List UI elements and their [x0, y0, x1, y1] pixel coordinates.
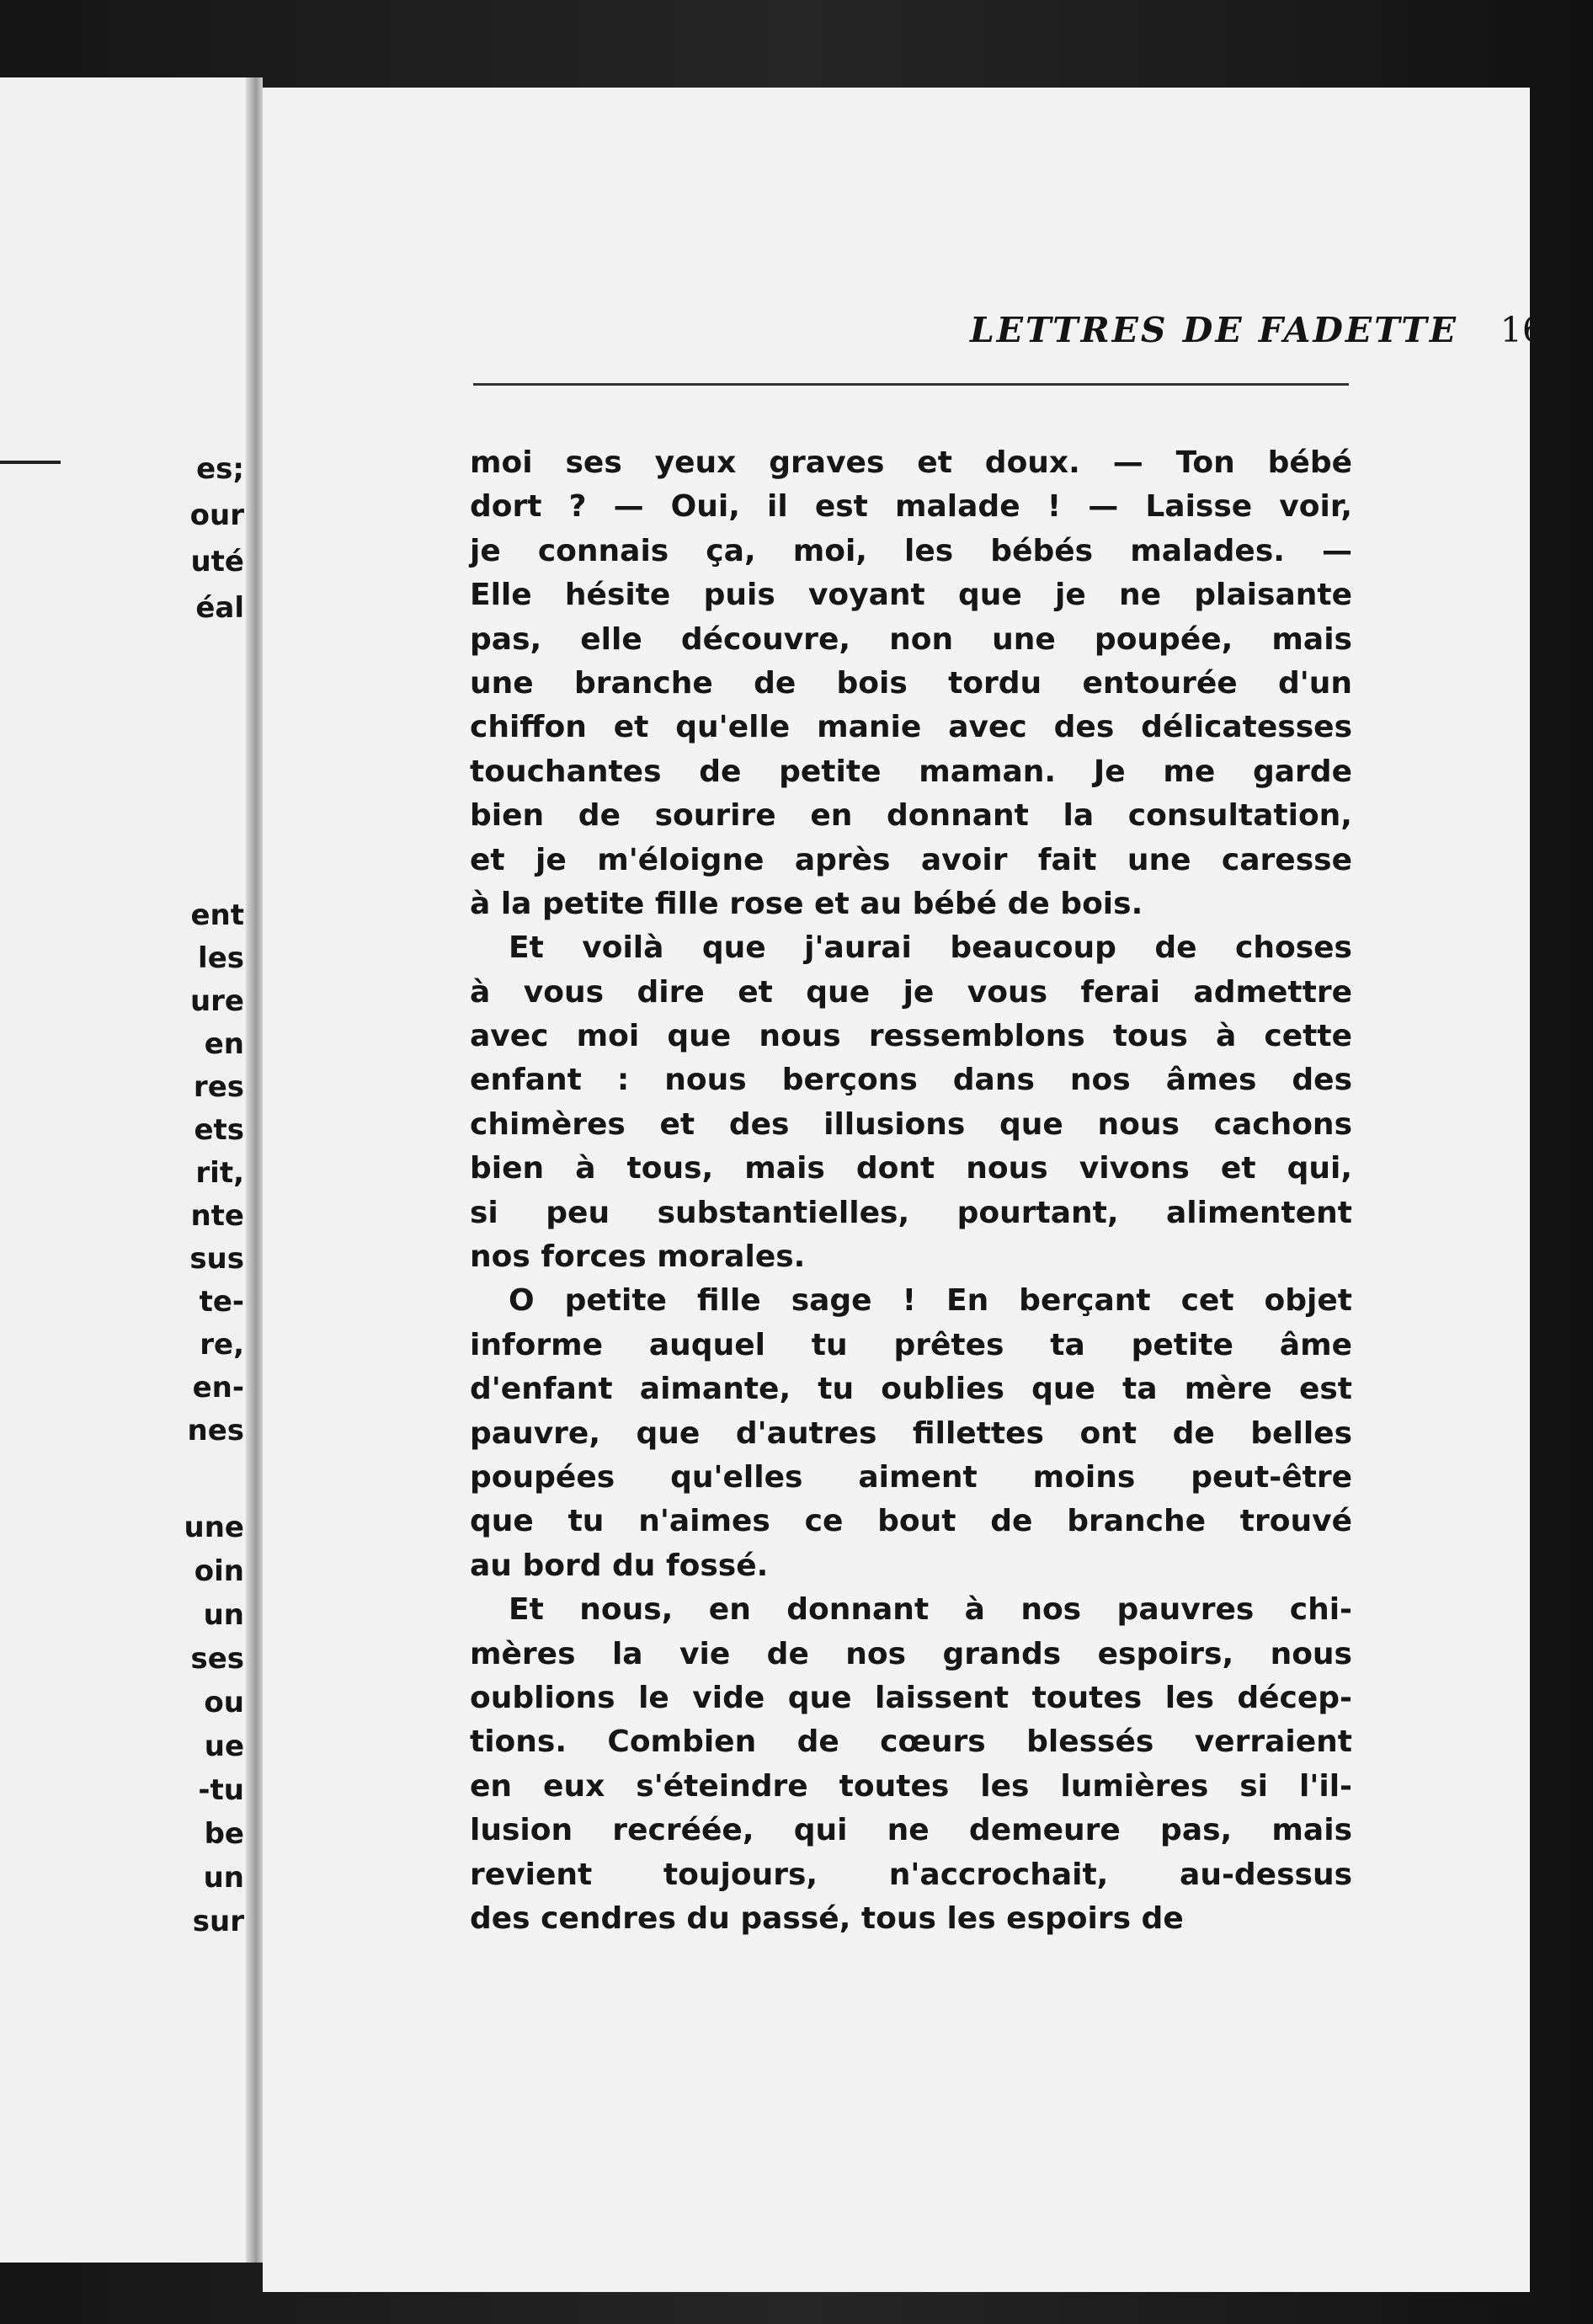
- facing-page-fragment: ure: [189, 984, 244, 1018]
- text-line: dort ? — Oui, il est malade ! — Laisse voir,: [470, 489, 1352, 525]
- paragraph: [470, 1588, 1352, 1941]
- facing-page-fragment: en-: [192, 1371, 244, 1405]
- text-line: en eux s'éteindre toutes les lumières si l'il-: [470, 1768, 1352, 1804]
- text-line: moi ses yeux graves et doux. — Ton bébé: [470, 445, 1352, 480]
- text-line: chiffon et qu'elle manie avec des délicatesses: [470, 710, 1352, 745]
- text-line: revient toujours, n'accrochait, au-dessus: [470, 1857, 1352, 1892]
- text-line: à la petite fille rose et au bébé de bois.: [470, 886, 1143, 921]
- facing-page-fragment: les: [198, 941, 244, 975]
- text-line: bien de sourire en donnant la consultation,: [470, 798, 1352, 834]
- facing-page-fragment: -tu: [198, 1773, 244, 1807]
- facing-page-fragment: un: [203, 1861, 244, 1895]
- text-line: avec moi que nous ressemblons tous à cette: [470, 1019, 1352, 1054]
- facing-page-fragment: nte: [190, 1199, 244, 1233]
- text-line: et je m'éloigne après avoir fait une caresse: [470, 842, 1352, 877]
- page-number: 167: [1500, 310, 1566, 350]
- text-line: mères la vie de nos grands espoirs, nous: [470, 1636, 1352, 1671]
- text-line: des cendres du passé, tous les espoirs de: [470, 1900, 1184, 1936]
- facing-page-fragment: sus: [189, 1242, 244, 1276]
- text-line: pas, elle découvre, non une poupée, mais: [470, 621, 1352, 657]
- header-rule: [473, 383, 1349, 386]
- text-line: informe auquel tu prêtes ta petite âme: [470, 1327, 1352, 1362]
- text-line: O petite fille sage ! En berçant cet objet: [509, 1283, 1352, 1319]
- facing-page-fragment: te-: [199, 1285, 244, 1319]
- text-line: pauvre, que d'autres fillettes ont de belles: [470, 1415, 1352, 1451]
- text-line: que tu n'aimes ce bout de branche trouvé: [470, 1504, 1352, 1539]
- running-head: [615, 310, 1566, 355]
- text-line: à vous dire et que je vous ferai admettre: [470, 974, 1352, 1010]
- text-line: poupées qu'elles aiment moins peut-être: [470, 1459, 1352, 1495]
- facing-page-fragment: es;: [196, 452, 244, 486]
- facing-page-fragment: res: [193, 1070, 244, 1104]
- text-line: une branche de bois tordu entourée d'un: [470, 665, 1352, 701]
- facing-page-header-rule: [0, 461, 61, 464]
- facing-page-fragment: sur: [192, 1905, 244, 1938]
- text-line: nos forces morales.: [470, 1239, 806, 1275]
- facing-page-fragment: re,: [200, 1328, 244, 1362]
- paragraph: [470, 441, 1352, 926]
- book-page: [263, 88, 1566, 2292]
- facing-page-fragment: ent: [190, 898, 244, 932]
- facing-page-fragment: une: [184, 1511, 244, 1544]
- facing-page-fragment: nes: [187, 1414, 244, 1447]
- facing-page: [0, 77, 251, 2263]
- text-line: Et nous, en donnant à nos pauvres chi-: [509, 1592, 1352, 1628]
- facing-page-fragment: ou: [204, 1686, 244, 1719]
- facing-page-fragment: ue: [204, 1730, 244, 1763]
- facing-page-fragment: rit,: [195, 1156, 244, 1190]
- body-text: [470, 441, 1352, 1941]
- facing-page-fragment: un: [203, 1598, 244, 1632]
- facing-page-fragment: en: [204, 1027, 244, 1061]
- running-title: LETTRES DE FADETTE: [969, 310, 1458, 350]
- text-line: je connais ça, moi, les bébés malades. —: [470, 533, 1352, 568]
- text-line: tions. Combien de cœurs blessés verraient: [470, 1724, 1352, 1760]
- paragraph: [470, 926, 1352, 1279]
- book-gutter: [246, 77, 263, 2263]
- text-line: oublions le vide que laissent toutes les décep-: [470, 1680, 1352, 1715]
- facing-page-fragment: uté: [190, 545, 244, 578]
- facing-page-fragment: ses: [190, 1642, 244, 1676]
- text-line: si peu substantielles, pourtant, alimentent: [470, 1195, 1352, 1230]
- text-line: enfant : nous berçons dans nos âmes des: [470, 1063, 1352, 1098]
- text-line: touchantes de petite maman. Je me garde: [470, 754, 1352, 789]
- text-line: Elle hésite puis voyant que je ne plaisante: [470, 578, 1352, 613]
- facing-page-fragment: be: [204, 1817, 244, 1851]
- facing-page-fragment: éal: [195, 591, 244, 625]
- facing-page-fragment: ets: [194, 1113, 244, 1147]
- text-line: bien à tous, mais dont nous vivons et qui,: [470, 1151, 1352, 1186]
- paragraph: [470, 1279, 1352, 1588]
- text-line: Et voilà que j'aurai beaucoup de choses: [509, 930, 1352, 966]
- facing-page-fragment: oin: [194, 1554, 244, 1588]
- text-line: au bord du fossé.: [470, 1548, 769, 1583]
- facing-page-fragment: our: [189, 498, 244, 532]
- text-line: d'enfant aimante, tu oublies que ta mère est: [470, 1372, 1352, 1407]
- text-line: lusion recréée, qui ne demeure pas, mais: [470, 1813, 1352, 1848]
- text-line: chimères et des illusions que nous cachons: [470, 1106, 1352, 1142]
